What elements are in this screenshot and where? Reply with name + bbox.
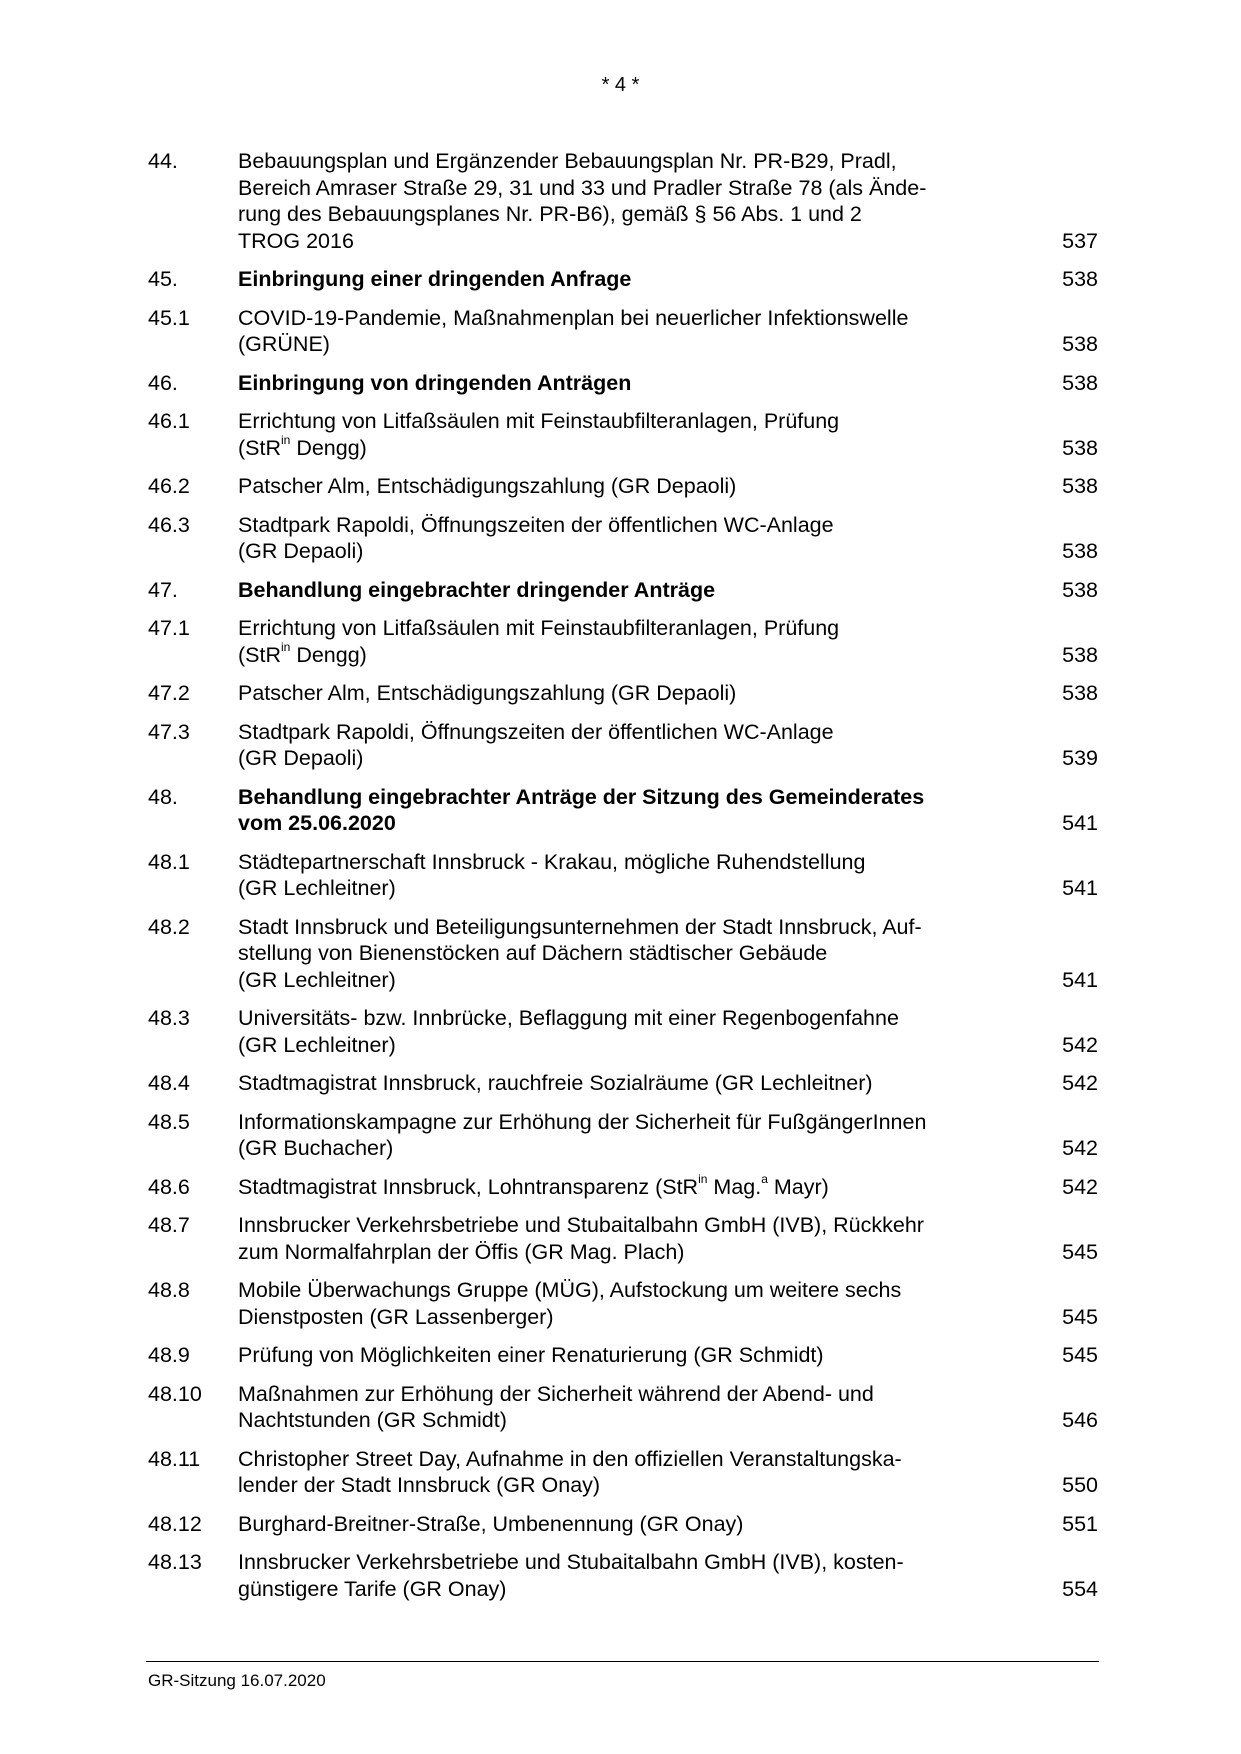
- toc-entry-line: Patscher Alm, Entschädigungszahlung (GR Depaoli): [238, 474, 737, 498]
- toc-entry-page: [1038, 1446, 1098, 1499]
- toc-entry: [148, 914, 1098, 994]
- toc-entry-page-number: 538: [1062, 435, 1098, 460]
- footer-text: GR-Sitzung 16.07.2020: [148, 1671, 326, 1690]
- toc-entry: [148, 1174, 1098, 1201]
- toc-entry-page-number: 541: [1062, 811, 1098, 835]
- toc-entry-title: [238, 408, 1038, 461]
- toc-entry-line: TROG 2016: [238, 228, 354, 253]
- toc-entry-page-number: 546: [1062, 1408, 1098, 1432]
- toc-entry-number: 48.4: [148, 1071, 190, 1095]
- toc-entry-line: Maßnahmen zur Erhöhung der Sicherheit während der Abend- und: [238, 1381, 874, 1406]
- toc-entry-page: [1038, 1381, 1098, 1434]
- toc-entry: [148, 1277, 1098, 1330]
- toc-entry-number: 48.6: [148, 1174, 190, 1199]
- toc-entry-page: [1038, 512, 1098, 565]
- toc-entry-line: (GR Buchacher): [238, 1136, 394, 1160]
- toc-entry: [148, 849, 1098, 902]
- toc-entry: [148, 1446, 1098, 1499]
- toc-entry-title: [238, 1511, 1038, 1538]
- toc-entry: [148, 266, 1098, 293]
- toc-entry: [148, 1212, 1098, 1265]
- toc-entry-line: Einbringung von dringenden Anträgen: [238, 370, 632, 395]
- toc-entry-title: [238, 1005, 1038, 1058]
- toc-entry-line: Burghard-Breitner-Straße, Umbenennung (GR Onay): [238, 1511, 744, 1536]
- toc-entry-number: 48.10: [148, 1381, 202, 1406]
- toc-entry-page: [1038, 1109, 1098, 1162]
- toc-entry-title: [238, 1381, 1038, 1434]
- toc-entry: [148, 148, 1098, 254]
- toc-entry-page: [1038, 1342, 1098, 1369]
- toc-entry-page: [1038, 1212, 1098, 1265]
- toc-entry: [148, 370, 1098, 397]
- toc-entry-line: Errichtung von Litfaßsäulen mit Feinstaubfilteranlagen, Prüfung: [238, 409, 840, 433]
- toc-entry-page-number: 538: [1062, 474, 1098, 498]
- footer-divider: [146, 1661, 1099, 1662]
- toc-entry-number: 48.5: [148, 1109, 190, 1134]
- toc-entry-line: Dienstposten (GR Lassenberger): [238, 1304, 554, 1329]
- toc-entry-line: Einbringung einer dringenden Anfrage: [238, 267, 632, 291]
- toc-entry-line: (GR Depaoli): [238, 539, 364, 563]
- toc-entry-number: 45.1: [148, 305, 190, 330]
- toc-entry: [148, 512, 1098, 565]
- toc-entry-number: 48.11: [148, 1446, 201, 1471]
- toc-entry-page: [1038, 577, 1098, 604]
- toc-entry-page: [1038, 914, 1098, 994]
- toc-entry-title: [238, 266, 1038, 293]
- toc-entry-page-number: 538: [1062, 539, 1098, 563]
- toc-entry-line: Behandlung eingebrachter dringender Anträge: [238, 577, 716, 602]
- toc-entry-number: 48.2: [148, 914, 190, 939]
- toc-entry-number: 48.: [148, 784, 178, 809]
- toc-entry-number: 48.7: [148, 1213, 190, 1237]
- toc-entry-line: Stadtpark Rapoldi, Öffnungszeiten der öffentlichen WC-Anlage: [238, 719, 834, 744]
- toc-entry-page: [1038, 370, 1098, 397]
- toc-entry-page-number: 545: [1062, 1239, 1098, 1264]
- toc-entry-number: 48.12: [148, 1511, 202, 1536]
- toc-entry-title: [238, 1549, 1038, 1602]
- toc-entry-title: [238, 512, 1038, 565]
- toc-entry-number: 48.9: [148, 1343, 190, 1367]
- toc-entry-line: Stadtpark Rapoldi, Öffnungszeiten der öffentlichen WC-Anlage: [238, 512, 834, 537]
- toc-entry-page: [1038, 719, 1098, 772]
- toc-entry-line: (StR$^{in}$ Dengg): [238, 433, 367, 460]
- toc-entry-page-number: 554: [1062, 1576, 1098, 1601]
- toc-entry-number: 44.: [148, 149, 178, 173]
- toc-entry-page: [1038, 1511, 1098, 1538]
- toc-entry: [148, 784, 1098, 837]
- toc-entry-page-number: 538: [1062, 681, 1098, 705]
- toc-entry-number: 46.: [148, 370, 178, 395]
- toc-entry-number: 47.2: [148, 681, 190, 705]
- toc-entry-number: 48.1: [148, 849, 190, 874]
- toc-entry-line: Nachtstunden (GR Schmidt): [238, 1408, 507, 1432]
- toc-entry-page-number: 539: [1062, 746, 1098, 770]
- toc-entry-title: [238, 1070, 1038, 1097]
- toc-entry-page: [1038, 305, 1098, 358]
- toc-entry-line: Behandlung eingebrachter Anträge der Sitzung des Gemeinderates: [238, 784, 925, 809]
- toc-entry-page-number: 550: [1062, 1473, 1098, 1497]
- toc-entry-line: (GR Lechleitner): [238, 876, 396, 900]
- toc-entry-page: [1038, 473, 1098, 500]
- toc-entry: [148, 680, 1098, 707]
- toc-entry-line: Stadt Innsbruck und Beteiligungsunternehmen der Stadt Innsbruck, Auf-: [238, 914, 922, 939]
- toc-entry-number: 47.3: [148, 719, 190, 744]
- toc-entry-line: (GR Lechleitner): [238, 1032, 396, 1057]
- toc-entry: [148, 1511, 1098, 1538]
- toc-entry-page: [1038, 1070, 1098, 1097]
- toc-entry-line: Bebauungsplan und Ergänzender Bebauungsplan Nr. PR-B29, Pradl,: [238, 149, 897, 173]
- toc-entry: [148, 408, 1098, 461]
- toc-entry-title: [238, 370, 1038, 397]
- toc-entry-title: [238, 849, 1038, 902]
- toc-entry-line: Patscher Alm, Entschädigungszahlung (GR Depaoli): [238, 681, 737, 705]
- toc-entry-page-number: 541: [1062, 876, 1098, 900]
- toc-entry-page-number: 545: [1062, 1343, 1098, 1367]
- page-number: * 4 *: [601, 74, 640, 96]
- toc-entry-line: Errichtung von Litfaßsäulen mit Feinstaubfilteranlagen, Prüfung: [238, 616, 840, 640]
- toc-entry-title: [238, 1174, 1038, 1201]
- toc-entry-line: Innsbrucker Verkehrsbetriebe und Stubaitalbahn GmbH (IVB), kosten-: [238, 1550, 904, 1574]
- toc-entry: [148, 719, 1098, 772]
- toc-entry-title: [238, 1277, 1038, 1330]
- toc-entry-title: [238, 680, 1038, 707]
- toc-entry-title: [238, 577, 1038, 604]
- toc-entry: [148, 577, 1098, 604]
- table-of-contents: [148, 148, 1098, 1614]
- toc-entry-page: [1038, 680, 1098, 707]
- toc-entry-number: 46.3: [148, 512, 190, 537]
- toc-entry-number: 45.: [148, 267, 178, 291]
- toc-entry-line: Stadtmagistrat Innsbruck, rauchfreie Sozialräume (GR Lechleitner): [238, 1071, 873, 1095]
- toc-entry-line: zum Normalfahrplan der Öffis (GR Mag. Plach): [238, 1239, 685, 1264]
- toc-entry: [148, 1070, 1098, 1097]
- toc-entry-page-number: 542: [1062, 1174, 1098, 1199]
- toc-entry: [148, 1549, 1098, 1602]
- toc-entry-line: (GR Lechleitner): [238, 967, 396, 992]
- toc-entry-page-number: 542: [1062, 1071, 1098, 1095]
- toc-entry-page: [1038, 784, 1098, 837]
- toc-entry-title: [238, 1342, 1038, 1369]
- toc-entry-page-number: 538: [1062, 267, 1098, 291]
- toc-entry-page-number: 538: [1062, 642, 1098, 667]
- toc-entry-number: 46.2: [148, 474, 190, 498]
- toc-entry-number: 47.1: [148, 616, 190, 640]
- toc-entry-page-number: 537: [1062, 228, 1098, 253]
- toc-entry: [148, 305, 1098, 358]
- toc-entry: [148, 473, 1098, 500]
- toc-entry-line: Städtepartnerschaft Innsbruck - Krakau, mögliche Ruhendstellung: [238, 849, 866, 874]
- toc-entry-page: [1038, 266, 1098, 293]
- toc-entry-page: [1038, 849, 1098, 902]
- toc-entry-title: [238, 473, 1038, 500]
- toc-entry-line: Innsbrucker Verkehrsbetriebe und Stubaitalbahn GmbH (IVB), Rückkehr: [238, 1213, 924, 1237]
- toc-entry-title: [238, 1212, 1038, 1265]
- toc-entry-line: Stadtmagistrat Innsbruck, Lohntransparenz (StR$^{in}$ Mag.$^a$ Mayr): [238, 1172, 829, 1199]
- toc-entry-line: vom 25.06.2020: [238, 811, 396, 835]
- toc-entry: [148, 1109, 1098, 1162]
- toc-entry-line: Informationskampagne zur Erhöhung der Sicherheit für FußgängerInnen: [238, 1109, 927, 1134]
- toc-entry-title: [238, 615, 1038, 668]
- toc-entry: [148, 1381, 1098, 1434]
- toc-entry-number: 48.3: [148, 1006, 190, 1030]
- toc-entry-page-number: 538: [1062, 577, 1098, 602]
- toc-entry-number: 48.13: [148, 1550, 202, 1574]
- toc-entry-line: (GRÜNE): [238, 332, 330, 356]
- toc-entry: [148, 1005, 1098, 1058]
- toc-entry-title: [238, 305, 1038, 358]
- toc-entry-line: Christopher Street Day, Aufnahme in den offiziellen Veranstaltungska-: [238, 1446, 902, 1471]
- toc-entry-page-number: 538: [1062, 332, 1098, 356]
- toc-entry-title: [238, 914, 1038, 994]
- toc-entry: [148, 615, 1098, 668]
- toc-entry-page-number: 538: [1062, 370, 1098, 395]
- toc-entry-page: [1038, 1549, 1098, 1602]
- toc-entry-page: [1038, 148, 1098, 254]
- toc-entry-line: (StR$^{in}$ Dengg): [238, 640, 367, 667]
- toc-entry-page-number: 542: [1062, 1136, 1098, 1160]
- toc-entry-line: stellung von Bienenstöcken auf Dächern städtischer Gebäude: [238, 941, 828, 965]
- toc-entry: [148, 1342, 1098, 1369]
- toc-entry-page-number: 541: [1062, 967, 1098, 992]
- toc-entry-page: [1038, 1005, 1098, 1058]
- toc-entry-line: rung des Bebauungsplanes Nr. PR-B6), gemäß § 56 Abs. 1 und 2: [238, 202, 862, 226]
- toc-entry-line: Bereich Amraser Straße 29, 31 und 33 und Pradler Straße 78 (als Ände-: [238, 175, 927, 200]
- toc-entry-title: [238, 148, 1038, 254]
- toc-entry-line: lender der Stadt Innsbruck (GR Onay): [238, 1473, 601, 1497]
- toc-entry-line: COVID-19-Pandemie, Maßnahmenplan bei neuerlicher Infektionswelle: [238, 305, 909, 330]
- toc-entry-page: [1038, 1277, 1098, 1330]
- toc-entry-title: [238, 1446, 1038, 1499]
- toc-entry-number: 46.1: [148, 409, 190, 433]
- toc-entry-number: 47.: [148, 577, 178, 602]
- toc-entry-line: günstigere Tarife (GR Onay): [238, 1576, 507, 1601]
- toc-entry-line: Prüfung von Möglichkeiten einer Renaturierung (GR Schmidt): [238, 1343, 824, 1367]
- toc-entry-number: 48.8: [148, 1278, 190, 1302]
- toc-entry-page: [1038, 615, 1098, 668]
- toc-entry-page: [1038, 1174, 1098, 1201]
- toc-entry-line: (GR Depaoli): [238, 746, 364, 770]
- toc-entry-page-number: 545: [1062, 1304, 1098, 1329]
- toc-entry-page: [1038, 408, 1098, 461]
- toc-entry-line: Mobile Überwachungs Gruppe (MÜG), Aufstockung um weitere sechs: [238, 1278, 902, 1302]
- toc-entry-page-number: 542: [1062, 1032, 1098, 1057]
- toc-entry-line: Universitäts- bzw. Innbrücke, Beflaggung mit einer Regenbogenfahne: [238, 1006, 899, 1030]
- toc-entry-title: [238, 1109, 1038, 1162]
- toc-entry-title: [238, 719, 1038, 772]
- toc-entry-page-number: 551: [1062, 1511, 1098, 1536]
- toc-entry-title: [238, 784, 1038, 837]
